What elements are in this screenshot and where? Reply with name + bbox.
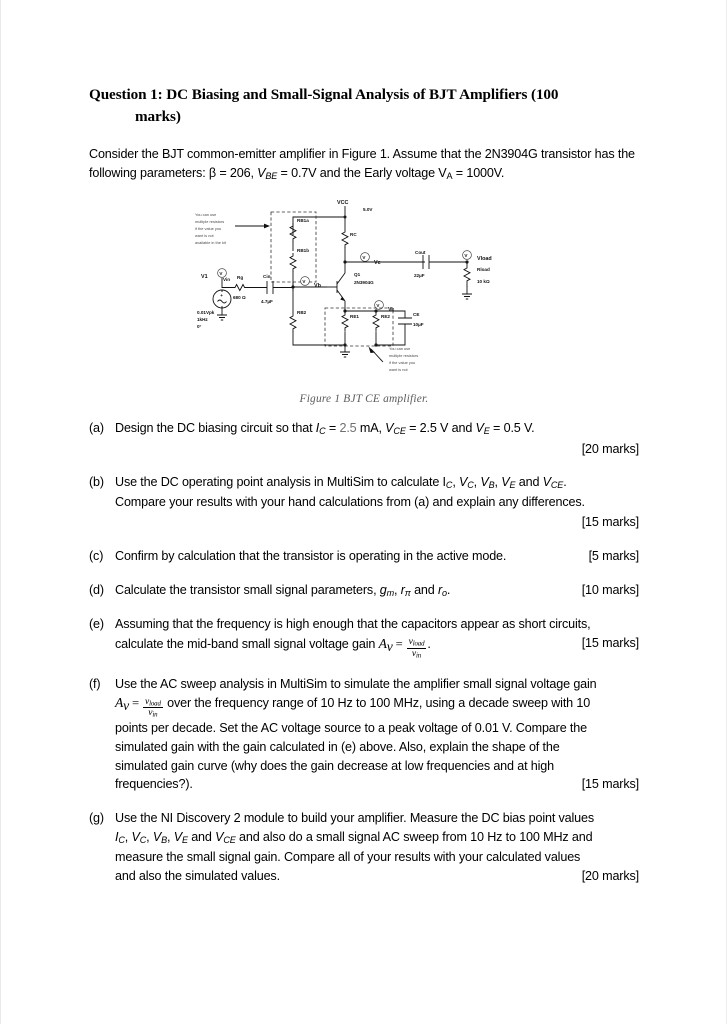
question-g-line-2-tail: and also do a small signal AC sweep from 10 Hz to 100 MHz and <box>235 830 593 845</box>
question-a-text-mid2: = 2.5 V and <box>405 420 476 435</box>
question-g-sub-1: C <box>118 835 125 846</box>
ic-symbol: I <box>315 420 320 435</box>
annotation-top <box>195 212 270 245</box>
v1-frequency: 1kHz <box>197 316 208 322</box>
rb1b-label: RB1b <box>297 247 309 253</box>
vc-probe-glyph: V <box>362 254 366 260</box>
question-a-text-end: = 0.5 V. <box>489 420 535 435</box>
question-b-sub-3: B <box>488 480 495 491</box>
cin-label: Cin <box>263 273 271 279</box>
question-a-text-mid1: mA, <box>356 420 386 435</box>
question-g-sub-2: C <box>139 835 147 846</box>
question-g-marks: [20 marks] <box>581 868 639 883</box>
av-subscript: v <box>386 639 393 655</box>
ic-subscript: C <box>319 425 326 436</box>
rb2-label: RB2 <box>297 309 307 315</box>
rc-label: RC <box>350 231 357 237</box>
annotation-bottom-line-3: if the value you <box>389 359 416 365</box>
rg-value: 680 Ω <box>233 294 246 300</box>
question-f-marks: [15 marks] <box>581 777 639 792</box>
intro-end-2: = 1000V. <box>452 165 505 180</box>
annotation-bottom-line-4: want is not <box>389 366 408 371</box>
vce-symbol: V <box>385 420 394 435</box>
question-list <box>89 419 639 886</box>
ro-subscript: o <box>442 587 447 598</box>
annotation-bottom-line-1: You can use <box>389 345 411 351</box>
question-c <box>89 547 639 566</box>
question-d-sep-1: , <box>394 582 401 597</box>
annotation-top-line-1: You can use <box>195 211 217 217</box>
ve-subscript: E <box>483 425 490 436</box>
annotation-bottom <box>369 346 419 371</box>
av-symbol: A <box>378 636 387 652</box>
question-g-line-3: measure the small signal gain. Compare all of your results with your calculated values <box>115 849 581 864</box>
ce-value: 10µF <box>413 321 424 327</box>
intro-line-1: Consider the BJT common-emitter amplifier in Figure 1. Assume that the 2N3904G transistor <box>89 147 592 162</box>
question-c-label: (c) <box>89 548 104 563</box>
question-e-line-2-end: . <box>427 637 431 652</box>
question-d-label: (d) <box>89 582 104 597</box>
ve-probe-label: Ve <box>388 306 395 313</box>
figure-container <box>89 195 639 391</box>
rpi-subscript: π <box>404 587 411 598</box>
av-symbol-f: A <box>115 695 124 711</box>
question-a-ic-value: 2.5 <box>339 420 357 435</box>
ve-probe-glyph: V <box>376 302 380 308</box>
question-e-line-1: Assuming that the frequency is high enough that the capacitors appear as short circuits, <box>115 617 591 632</box>
v1-amplitude: 0.01Vpk <box>197 309 215 315</box>
question-g-line-1: Use the NI Discovery 2 module to build your amplifier. Measure the DC bias point values <box>115 811 595 826</box>
question-a-eq1: = <box>325 420 340 435</box>
rload-label: Rload <box>477 266 490 272</box>
rg-label: Rg <box>237 274 244 280</box>
re1-label: RE1 <box>350 313 359 319</box>
question-b-sub-4: E <box>509 480 516 491</box>
av-numerator-f: $v_{load}$ <box>145 695 161 708</box>
question-f-line-5: simulated gain curve (why does the gain decrease at low frequencies and at high <box>115 758 554 773</box>
question-e-marks: [15 marks] <box>581 636 639 651</box>
vin-probe-glyph: V <box>219 270 223 276</box>
title-line-1: Question 1: DC Biasing and Small-Signal Analysis of BJT Amplifiers (100 <box>89 86 559 103</box>
question-e-label: (e) <box>89 617 104 632</box>
question-a-marks: [20 marks] <box>581 441 639 456</box>
question-f-label: (f) <box>89 676 101 691</box>
question-f-line-3: points per decade. Set the AC voltage source to a peak voltage of 0.01 V. Compare the <box>115 720 587 735</box>
re2-label: RE2 <box>381 313 390 319</box>
v1-label: V1 <box>201 273 208 280</box>
question-f-line-6: frequencies?). <box>115 777 193 792</box>
question-f-line-1: Use the AC sweep analysis in MultiSim to simulate the amplifier small signal voltage gain <box>115 676 597 691</box>
question-e-line-2-pre: calculate the mid-band small signal voltage gain <box>115 637 379 652</box>
question-f-line-4: simulated gain with the gain calculated in (e) above. Also, explain the shape of the <box>115 739 560 754</box>
question-b-line-1: Use the DC operating point analysis in MultiSim to calculate I <box>115 475 446 490</box>
annotation-top-line-4: want is not <box>195 232 214 238</box>
vbe-subscript: BE <box>265 170 278 181</box>
question-b-label: (b) <box>89 475 104 490</box>
v1-plus-sign: + <box>220 292 223 298</box>
question-d-sep-2: and <box>410 582 438 597</box>
ro-symbol: r <box>437 582 443 597</box>
vb-probe-glyph: V <box>302 278 306 284</box>
question-c-text: Confirm by calculation that the transistor is operating in the active mode. <box>115 548 507 563</box>
vcc-value: 5.0V <box>363 206 373 212</box>
ve-symbol: V <box>475 420 484 435</box>
circuit-diagram <box>193 195 533 371</box>
av-subscript-f: v <box>123 698 130 714</box>
question-g-line-4: and also the simulated values. <box>115 868 280 883</box>
va-subscript: A <box>446 170 453 181</box>
question-d-text-pre: Calculate the transistor small signal parameters, <box>115 582 380 597</box>
vload-probe-label: Vload <box>477 255 492 262</box>
ce-label: CE <box>413 311 420 317</box>
av-fraction-f <box>143 697 163 719</box>
question-g-sub-4: E <box>181 835 188 846</box>
vc-probe-label: Vc <box>374 259 381 266</box>
question-a <box>89 419 639 458</box>
question-g-sub-5: CE <box>223 835 236 846</box>
question-f-line-2-after: over the frequency range of 10 Hz to 100 MHz, using a decade sweep with 10 <box>163 696 591 711</box>
q1-part-number: 2N3904G <box>354 279 374 285</box>
question-f-equals: = <box>129 696 142 711</box>
question-b: (b) Use the DC operating point analysis in MultiSim to calculate $I_C$, $V_C$, $V_B$, $V_E$ and $V_{CE}$. Compare your results with your hand calculations from (a) and explain any differences. [15 marks] <box>89 473 639 531</box>
vload-probe-glyph: V <box>464 252 468 258</box>
av-denominator: $v_{in}$ <box>407 648 427 660</box>
question-e-equals: = <box>392 637 406 652</box>
page-title <box>89 84 639 127</box>
gm-subscript: m <box>386 587 395 598</box>
annotation-top-line-5: available in the kit <box>195 239 226 245</box>
question-g-sub-3: B <box>161 835 167 846</box>
q1-label: Q1 <box>354 271 361 277</box>
vb-probe-label: Vb <box>314 282 321 289</box>
figure-caption: Figure 1 BJT CE amplifier. <box>299 392 429 405</box>
question-b-sub-1: C <box>445 480 453 491</box>
cout-label: Cout <box>415 249 426 255</box>
vce-subscript: CE <box>393 425 406 436</box>
av-numerator: $v_{load}$ <box>408 636 425 648</box>
vin-label: Vin <box>223 276 231 282</box>
rpi-symbol: r <box>400 582 405 597</box>
question-b-line-2: Compare your results with your hand calculations from (a) and explain any differences. <box>115 495 585 510</box>
question-g-label: (g) <box>89 811 104 826</box>
question-c-marks: [5 marks] <box>588 548 639 563</box>
question-e <box>89 615 639 659</box>
vbe-symbol: V <box>257 165 266 180</box>
title-line-2: marks) <box>135 107 181 125</box>
question-g: (g) Use the NI Discovery 2 module to build your amplifier. Measure the DC bias point values $I_C$, $V_C$, $V_B$, $V_E$ and $V_{CE}$ and also do a small signal AC sweep from 10 Hz to 100 MHz and measure the small signal gain. Compare all of your results with your calculated values [20 marks] and also the simulated values. <box>89 809 639 885</box>
question-a-label: (a) <box>89 420 104 435</box>
annotation-top-line-2: multiple resistors <box>195 218 225 224</box>
question-b-sub-2: C <box>467 480 474 491</box>
v1-phase: 0° <box>197 323 202 329</box>
question-d <box>89 581 639 601</box>
page-content <box>89 84 639 901</box>
question-f <box>89 675 639 795</box>
rload-value: 10 kΩ <box>477 278 490 284</box>
av-denominator-f: $v_{in}$ <box>143 707 163 719</box>
cin-value: 4.7µF <box>261 298 273 304</box>
question-b-marks: [15 marks] <box>581 514 639 529</box>
question-d-marks: [10 marks] <box>581 582 639 597</box>
intro-paragraph <box>89 145 639 183</box>
av-fraction <box>407 637 427 659</box>
annotation-bottom-line-2: multiple resistors <box>389 352 419 358</box>
rb1a-label: RB1a <box>297 217 309 223</box>
question-d-text-end: . <box>446 582 451 597</box>
question-a-text-before: Design the DC biasing circuit so that <box>115 420 316 435</box>
vcc-label: VCC <box>337 199 349 206</box>
question-b-sub-5: CE <box>550 480 564 491</box>
intro-prefix-2: has the following parameters: β = 206, <box>89 147 635 180</box>
intro-mid-2: = 0.7V and the Early voltage V <box>277 165 447 180</box>
annotation-top-line-3: if the value you <box>195 225 222 231</box>
gm-symbol: g <box>379 582 387 597</box>
cout-value: 22µF <box>414 272 425 278</box>
